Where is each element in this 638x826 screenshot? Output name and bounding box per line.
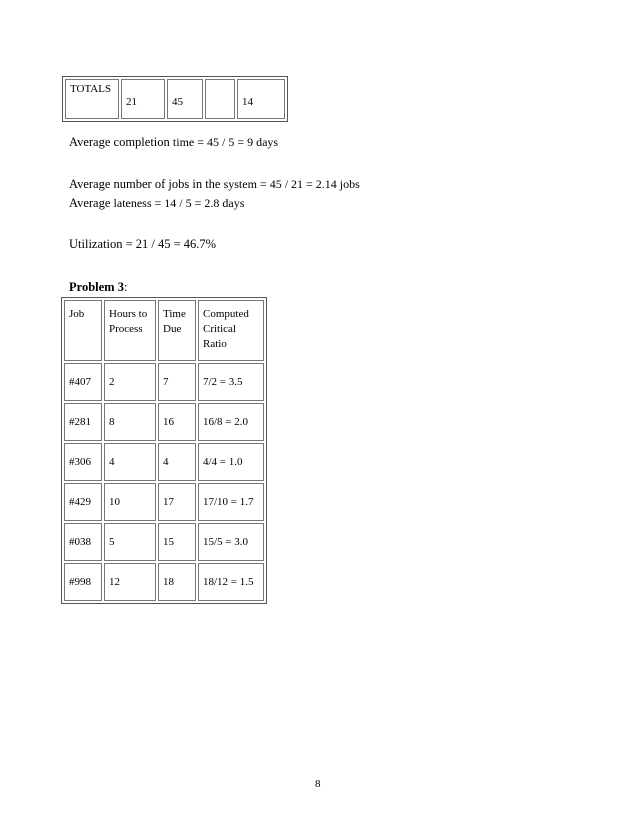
table-row <box>64 523 264 561</box>
hours-cell: 10 <box>104 483 156 521</box>
hours-cell: 5 <box>104 523 156 561</box>
avg-completion-formula: time = 45 / 5 = 9 days <box>172 135 279 149</box>
totals-cell: 21 <box>121 79 165 119</box>
totals-cell: 45 <box>167 79 203 119</box>
utilization-line: Utilization = 21 / 45 = 46.7% <box>69 237 217 251</box>
time-due-cell: 7 <box>158 363 196 401</box>
problem-title: Problem 3 <box>69 280 124 294</box>
table-row <box>64 483 264 521</box>
hours-cell: 12 <box>104 563 156 601</box>
problem-colon: : <box>123 280 128 294</box>
ratio-cell: 17/10 = 1.7 <box>198 483 264 521</box>
avg-jobs-prefix: Average number of jobs in the <box>69 177 221 191</box>
job-cell: #407 <box>64 363 102 401</box>
avg-lateness-prefix: Average <box>69 196 111 210</box>
table-header-row <box>64 300 264 361</box>
totals-table <box>62 76 288 122</box>
table-row <box>64 563 264 601</box>
table-row <box>64 403 264 441</box>
time-due-cell: 16 <box>158 403 196 441</box>
totals-cell <box>205 79 235 119</box>
time-due-cell: 4 <box>158 443 196 481</box>
page-number: 8 <box>315 778 321 790</box>
job-cell: #306 <box>64 443 102 481</box>
time-due-cell: 17 <box>158 483 196 521</box>
ratio-cell: 18/12 = 1.5 <box>198 563 264 601</box>
header-critical-ratio: Computed Critical Ratio <box>198 300 264 361</box>
time-due-cell: 18 <box>158 563 196 601</box>
header-time-due: Time Due <box>158 300 196 361</box>
avg-jobs-line <box>69 177 360 192</box>
table-row <box>64 443 264 481</box>
avg-completion-prefix: Average completion <box>69 135 170 149</box>
time-due-cell: 15 <box>158 523 196 561</box>
job-cell: #038 <box>64 523 102 561</box>
job-cell: #429 <box>64 483 102 521</box>
hours-cell: 2 <box>104 363 156 401</box>
critical-ratio-table <box>61 297 267 604</box>
avg-completion-line <box>69 135 278 150</box>
totals-label: TOTALS <box>65 79 119 119</box>
ratio-cell: 4/4 = 1.0 <box>198 443 264 481</box>
header-hours: Hours to Process <box>104 300 156 361</box>
ratio-cell: 15/5 = 3.0 <box>198 523 264 561</box>
hours-cell: 4 <box>104 443 156 481</box>
avg-jobs-formula: system = 45 / 21 = 2.14 jobs <box>223 177 360 191</box>
totals-row <box>65 79 285 119</box>
avg-lateness-line <box>69 196 244 211</box>
job-cell: #998 <box>64 563 102 601</box>
problem-heading <box>69 280 127 295</box>
ratio-cell: 16/8 = 2.0 <box>198 403 264 441</box>
hours-cell: 8 <box>104 403 156 441</box>
table-row <box>64 363 264 401</box>
job-cell: #281 <box>64 403 102 441</box>
totals-cell: 14 <box>237 79 285 119</box>
header-job: Job <box>64 300 102 361</box>
avg-lateness-formula: lateness = 14 / 5 = 2.8 days <box>113 196 245 210</box>
ratio-cell: 7/2 = 3.5 <box>198 363 264 401</box>
